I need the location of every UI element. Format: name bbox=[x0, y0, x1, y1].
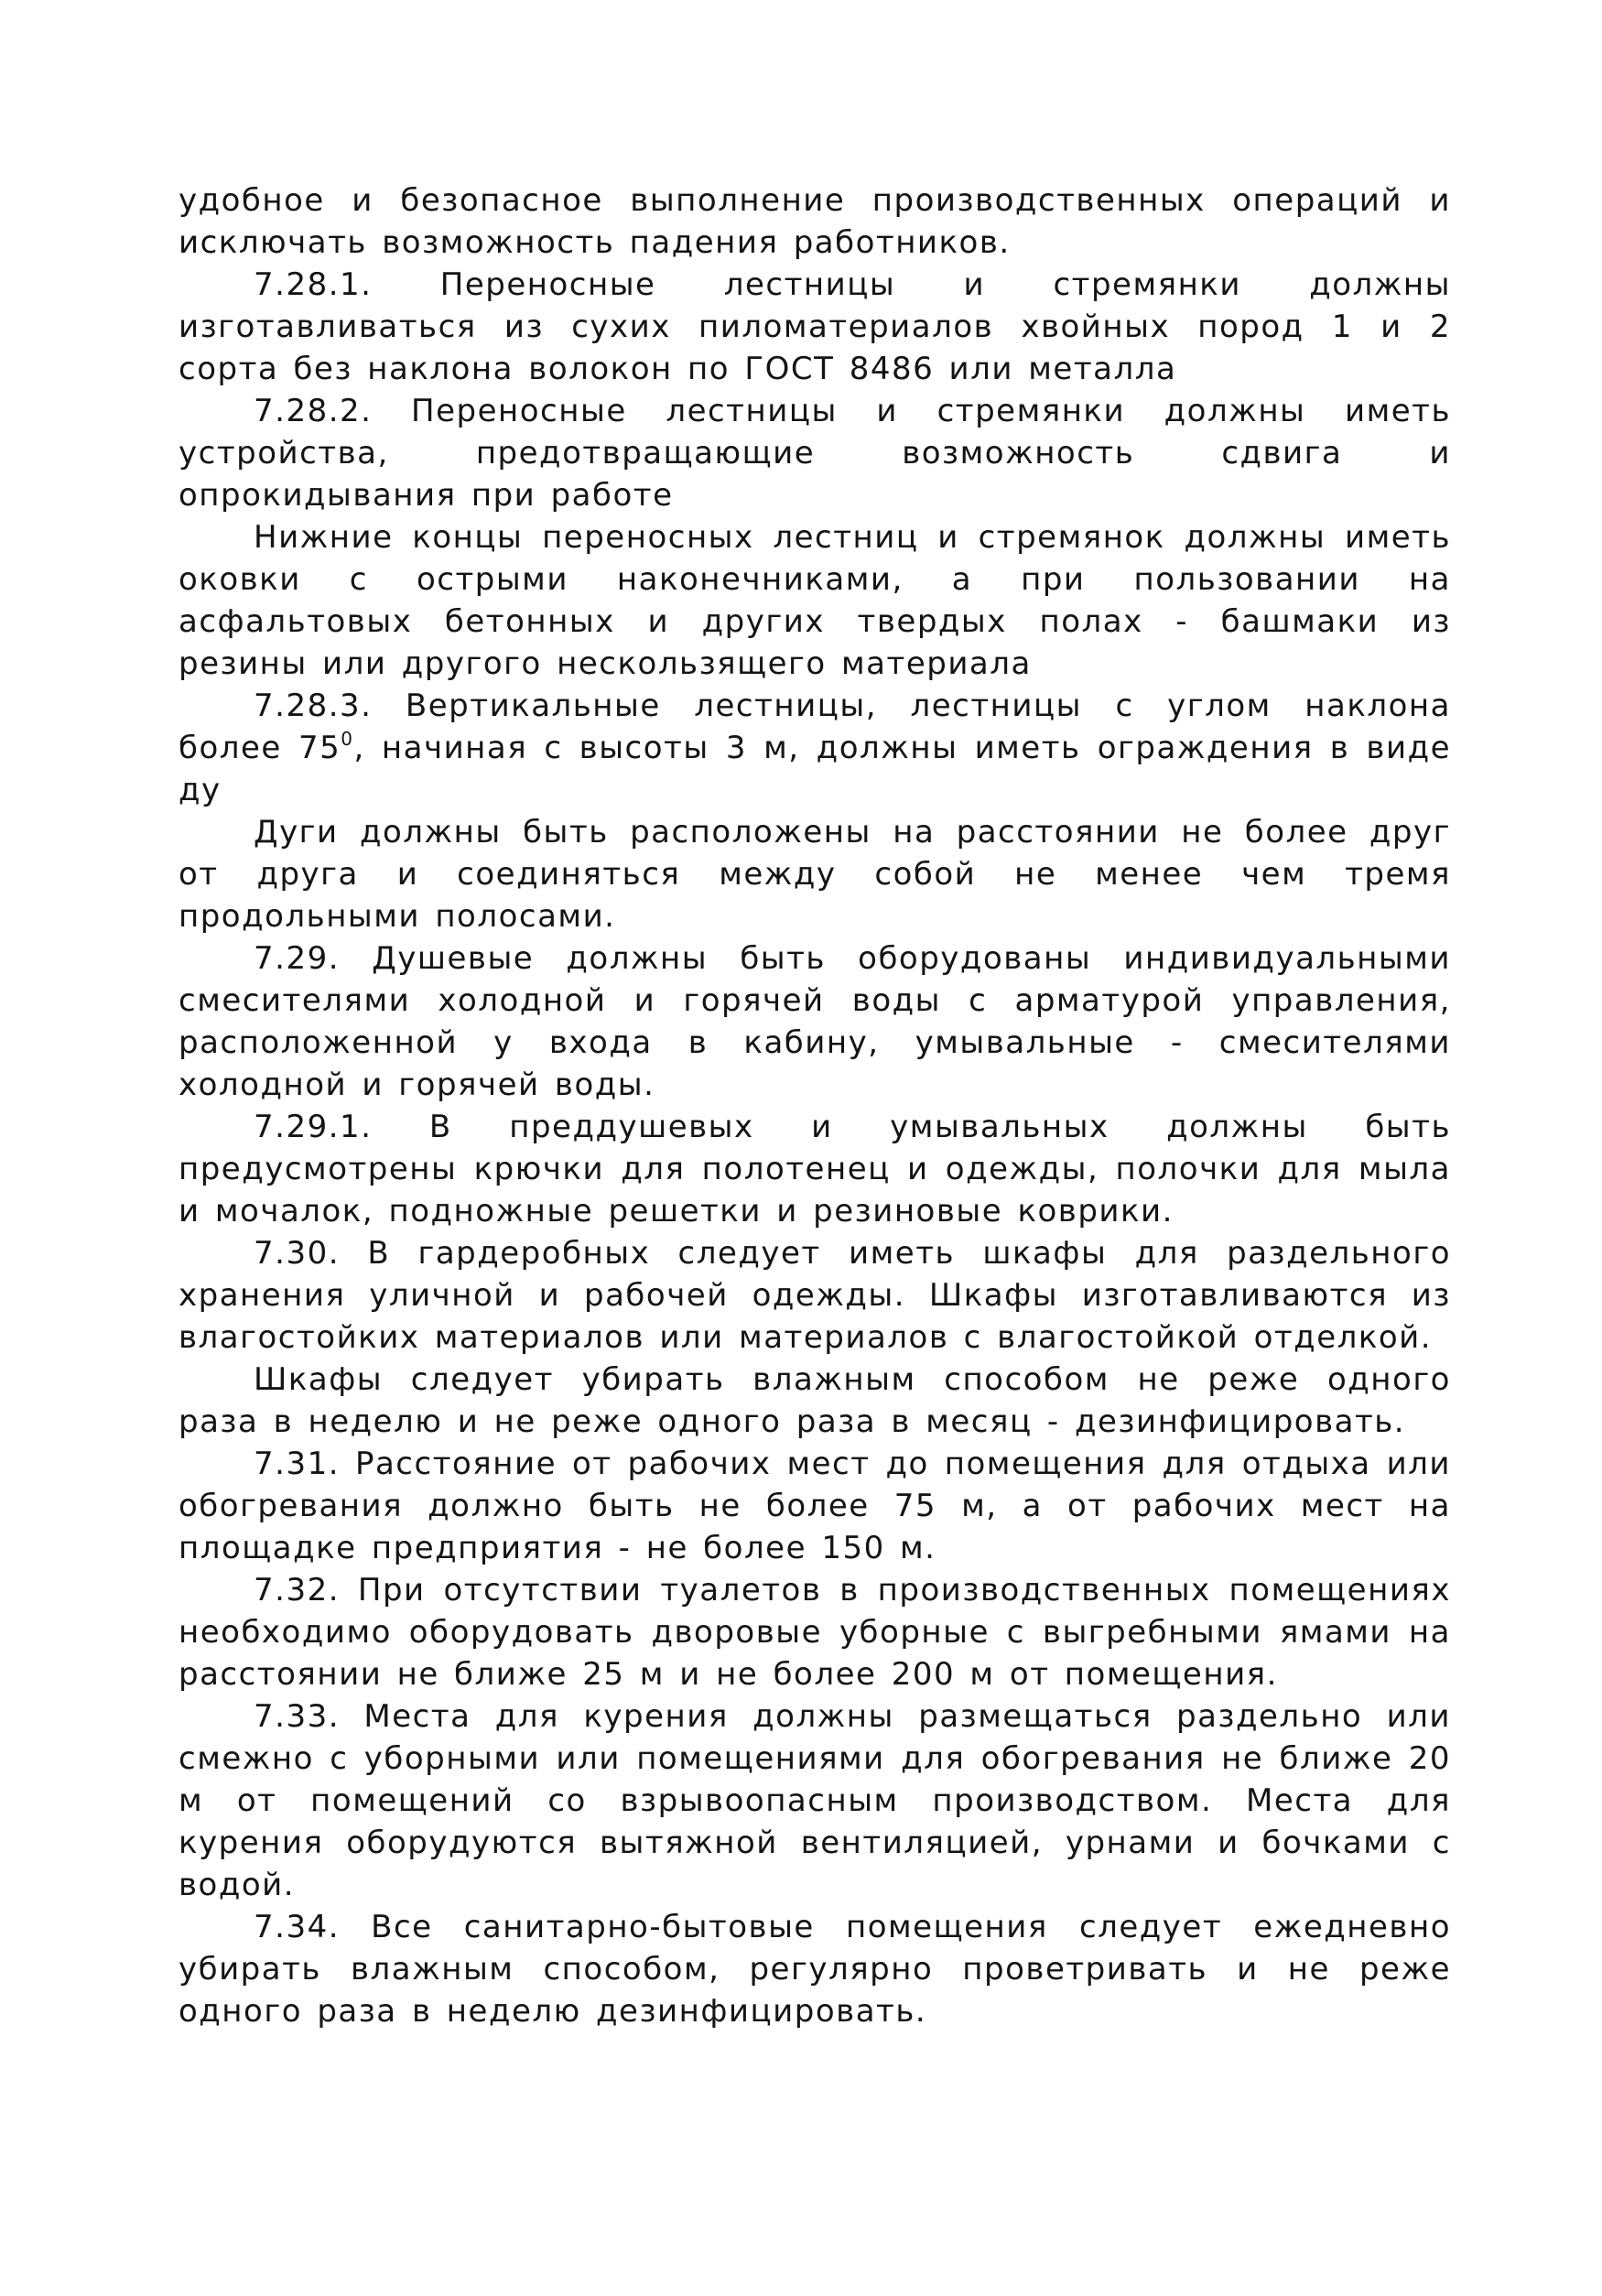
paragraph-7-31: 7.31. Расстояние от рабочих мест до помещения для отдыха или обогревания должно быть не более 75 м, а от рабочих мест на площадке предприятия - не более 150 м. bbox=[179, 1446, 1451, 1566]
paragraph-7-28-3-text: 7.28.3. Вертикальные лестницы, лестницы с углом наклона более 75 bbox=[179, 688, 1451, 766]
paragraph-7-28-1: 7.28.1. Переносные лестницы и стремянки должны изготавливаться из сухих пиломатериалов хвойных пород 1 и 2 сорта без наклона волокон по ГОСТ 8486 или металла bbox=[179, 266, 1451, 387]
paragraph-7-29: 7.29. Душевые должны быть оборудованы индивидуальными смесителями холодной и горячей воды с арматурой управления, расположенной у входа в кабину, умывальные - смесителями холодной и горячей воды. bbox=[179, 940, 1451, 1103]
paragraph-lockers-cleaning: Шкафы следует убирать влажным способом не реже одного раза в неделю и не реже одного раза в месяц - дезинфицировать. bbox=[179, 1361, 1451, 1440]
paragraph-7-30: 7.30. В гардеробных следует иметь шкафы для раздельного хранения уличной и рабочей одежды. Шкафы изготавливаются из влагостойких материалов или материалов с влагостойкой отделкой. bbox=[179, 1235, 1451, 1356]
paragraph-arcs: Дуги должны быть расположены на расстоянии не более друг от друга и соединяться между собой не менее чем тремя продольными полосами. bbox=[179, 814, 1451, 935]
degree-superscript: 0 bbox=[341, 728, 354, 750]
paragraph-continuation: удобное и безопасное выполнение производственных операций и исключать возможность падения работников. bbox=[179, 182, 1451, 261]
paragraph-7-28-3-tail: , начиная с высоты 3 м, должны иметь ограждения в виде ду bbox=[179, 730, 1451, 808]
paragraph-7-29-1: 7.29.1. В преддушевых и умывальных должны быть предусмотрены крючки для полотенец и одежды, полочки для мыла и мочалок, подножные решетки и резиновые коврики. bbox=[179, 1109, 1451, 1229]
document-body bbox=[179, 179, 1451, 2032]
paragraph-7-32: 7.32. При отсутствии туалетов в производственных помещениях необходимо оборудовать дворовые уборные с выгребными ямами на расстоянии не ближе 25 м и не более 200 м от помещения. bbox=[179, 1572, 1451, 1693]
paragraph-ladder-ends: Нижние концы переносных лестниц и стремянок должны иметь оковки с острыми наконечниками, а при пользовании на асфальтовых бетонных и других твердых полах - башмаки из резины или другого нескользящего материала bbox=[179, 519, 1451, 682]
paragraph-7-28-2: 7.28.2. Переносные лестницы и стремянки должны иметь устройства, предотвращающие возможность сдвига и опрокидывания при работе bbox=[179, 393, 1451, 514]
paragraph-7-28-3 bbox=[179, 685, 1451, 811]
paragraph-7-34: 7.34. Все санитарно-бытовые помещения следует ежедневно убирать влажным способом, регулярно проветривать и не реже одного раза в неделю дезинфицировать. bbox=[179, 1909, 1451, 2030]
paragraph-7-33: 7.33. Места для курения должны размещаться раздельно или смежно с уборными или помещениями для обогревания не ближе 20 м от помещений со взрывоопасным производством. Места для курения оборудуются вытяжной вентиляцией, урнами и бочками с водой. bbox=[179, 1698, 1451, 1903]
